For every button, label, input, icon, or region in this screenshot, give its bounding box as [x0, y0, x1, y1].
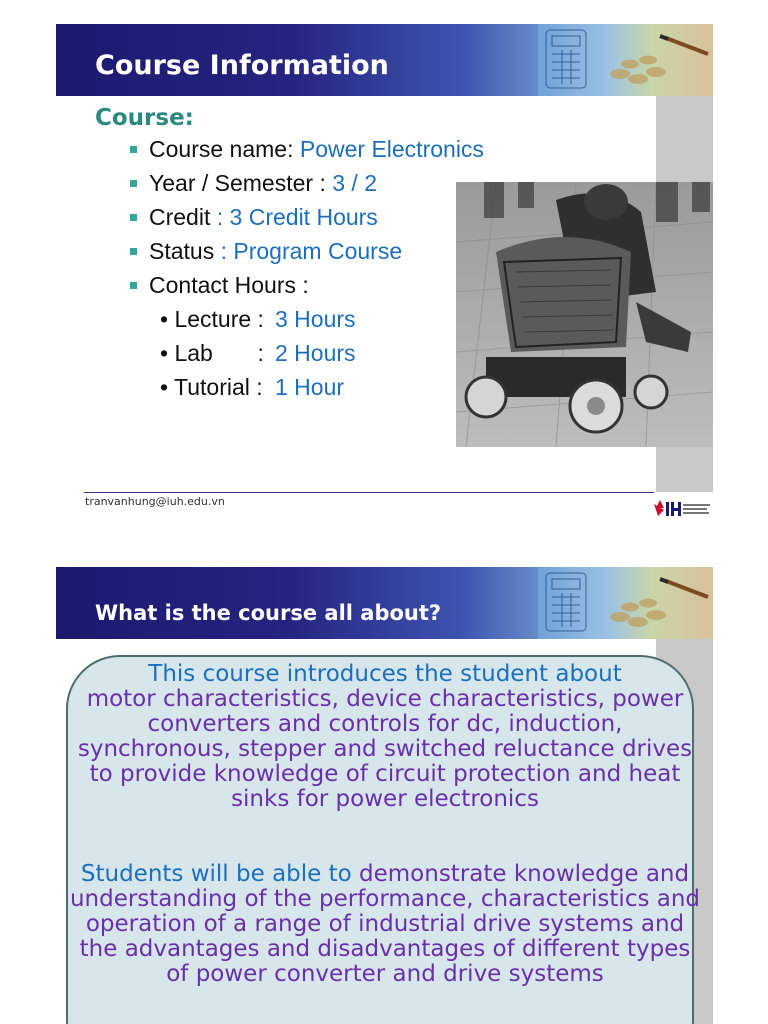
slide-title: Course Information: [95, 50, 389, 81]
office-collage-art: [538, 567, 713, 639]
list-item: • Tutorial : 1 Hour: [160, 374, 345, 400]
list-item: • Lecture : 3 Hours: [160, 306, 356, 332]
footer-divider: [84, 492, 654, 493]
wheelchair-photo: [456, 182, 713, 447]
list-item: Credit : 3 Credit Hours: [130, 204, 484, 238]
list-item: Course name: Power Electronics: [130, 136, 484, 170]
learning-outcome-paragraph: Students will be able to demonstrate knowledge and understanding of the performance, characteristics and operation of a range of industrial drive systems and the advantages and disadvantages of different types of power converter and drive systems: [69, 861, 701, 987]
list-item: Contact Hours :: [130, 272, 484, 306]
slide-title: What is the course all about?: [95, 601, 442, 625]
slide-course-about: [56, 567, 713, 1024]
course-heading: Course:: [95, 105, 194, 131]
list-item: Status : Program Course: [130, 238, 484, 272]
title-banner: [56, 24, 713, 96]
bullet-square-icon: [130, 180, 137, 187]
course-description-paragraph: This course introduces the student about motor characteristics, device characteristics, power converters and controls for dc, induction, synchronous, stepper and switched reluctance drives to provide knowledge of circuit protection and heat sinks for power electronics: [77, 661, 693, 812]
footer-email: tranvanhung@iuh.edu.vn: [85, 495, 225, 508]
slide-course-information: [56, 24, 713, 522]
course-details-list: [130, 136, 484, 306]
bullet-square-icon: [130, 248, 137, 255]
title-banner: [56, 567, 713, 639]
bullet-square-icon: [130, 146, 137, 153]
list-item: Year / Semester : 3 / 2: [130, 170, 484, 204]
bullet-square-icon: [130, 214, 137, 221]
contact-hours-list: [160, 306, 356, 408]
list-item: • Lab : 2 Hours: [160, 340, 356, 366]
office-collage-art: [538, 24, 713, 96]
iuh-logo: [652, 496, 712, 520]
bullet-square-icon: [130, 282, 137, 289]
